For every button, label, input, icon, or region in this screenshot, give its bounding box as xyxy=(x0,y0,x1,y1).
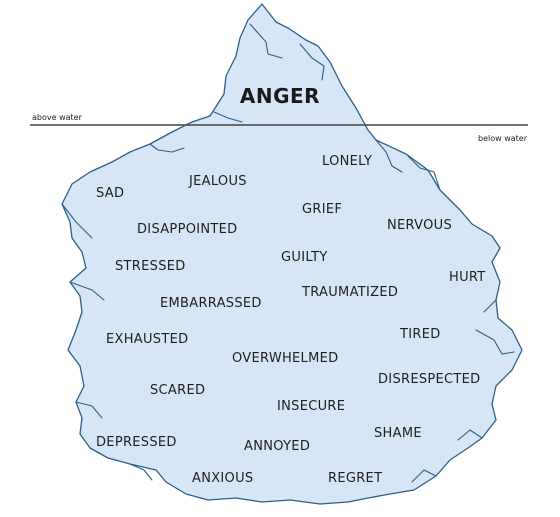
above-water-label: above water xyxy=(32,113,82,122)
emotion-word: DEPRESSED xyxy=(96,435,177,450)
emotion-word: REGRET xyxy=(328,471,383,486)
iceberg-title: ANGER xyxy=(239,84,321,108)
emotion-word: HURT xyxy=(449,270,486,285)
emotion-word: EMBARRASSED xyxy=(160,296,262,311)
emotion-word: NERVOUS xyxy=(387,218,453,233)
emotion-word: SHAME xyxy=(374,426,422,441)
emotion-word: ANXIOUS xyxy=(192,471,254,486)
emotion-word: TRAUMATIZED xyxy=(302,285,399,300)
emotion-word: ANNOYED xyxy=(244,439,311,454)
emotion-word: OVERWHELMED xyxy=(232,351,339,366)
emotion-word: SAD xyxy=(96,186,125,201)
emotion-word: INSECURE xyxy=(277,399,346,414)
emotion-word: GUILTY xyxy=(281,250,328,265)
below-water-label: below water xyxy=(478,134,527,143)
emotion-word: DISAPPOINTED xyxy=(137,222,238,237)
emotion-word: SCARED xyxy=(150,383,206,398)
emotion-word: EXHAUSTED xyxy=(106,332,189,347)
emotion-word: LONELY xyxy=(322,154,373,169)
emotion-word: GRIEF xyxy=(302,202,343,217)
emotion-word: JEALOUS xyxy=(189,174,247,189)
emotion-word: STRESSED xyxy=(115,259,186,274)
emotion-word: DISRESPECTED xyxy=(378,372,481,387)
emotion-word: TIRED xyxy=(400,327,441,342)
